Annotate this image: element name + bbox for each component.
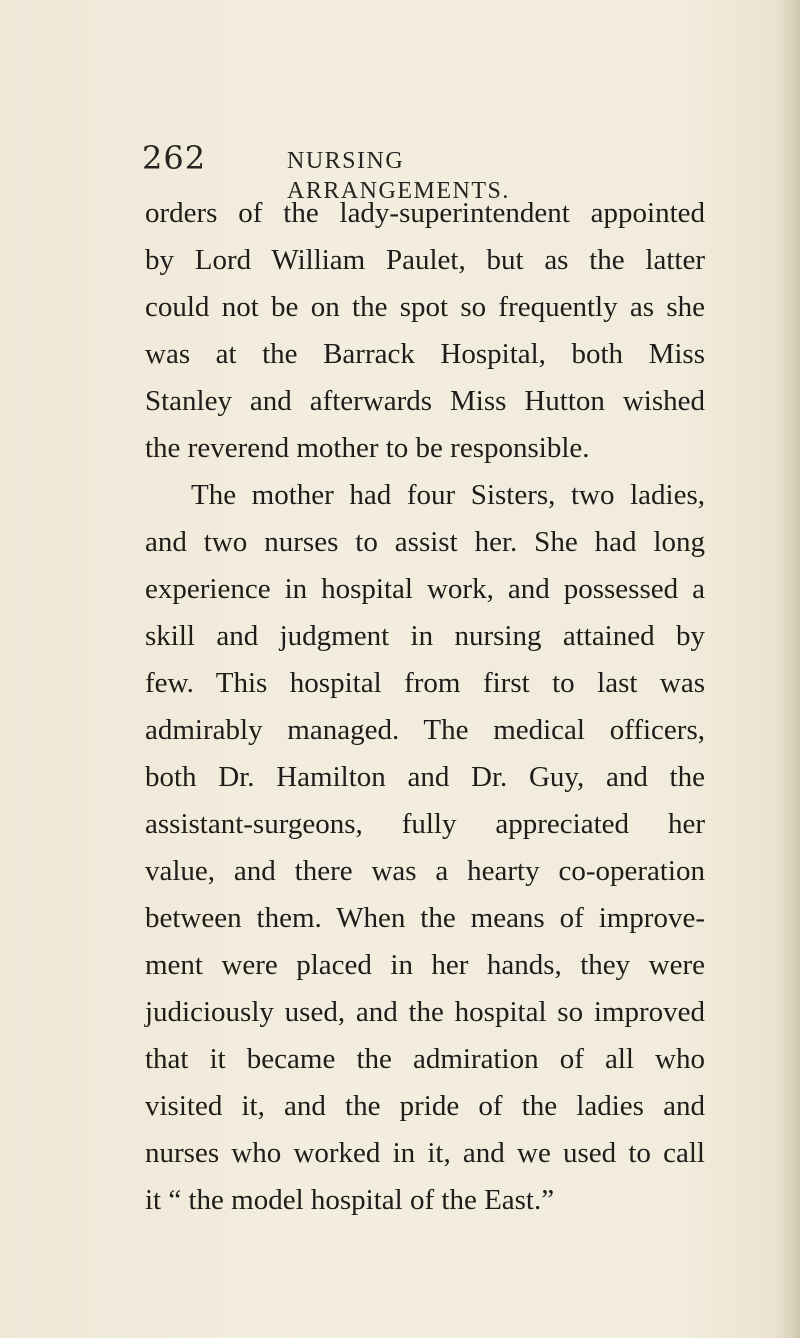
text-line: Stanley and afterwards Miss Hutton wished [145, 385, 705, 417]
page-number: 262 [142, 139, 207, 177]
page-edge-shadow [774, 0, 800, 1338]
paragraph-end-line: it “ the model hospital of the East.” [145, 1184, 555, 1216]
text-line: by Lord William Paulet, but as the latter [145, 244, 705, 276]
text-line: could not be on the spot so frequently as she [145, 291, 705, 323]
text-line: few. This hospital from first to last was [145, 667, 705, 699]
text-line: was at the Barrack Hospital, both Miss [145, 338, 705, 370]
text-line: judiciously used, and the hospital so improved [145, 996, 705, 1028]
text-line: nurses who worked in it, and we used to call [145, 1137, 705, 1169]
text-line: that it became the admiration of all who [145, 1043, 705, 1075]
text-line: ment were placed in her hands, they were [145, 949, 705, 981]
text-line: both Dr. Hamilton and Dr. Guy, and the [145, 761, 705, 793]
text-line: skill and judgment in nursing attained by [145, 620, 705, 652]
text-line: experience in hospital work, and possessed a [145, 573, 705, 605]
text-line: admirably managed. The medical officers, [145, 714, 705, 746]
paragraph-start-line: The mother had four Sisters, two ladies, [191, 479, 705, 511]
text-line: assistant-surgeons, fully appreciated her [145, 808, 705, 840]
text-line: orders of the lady-superintendent appointed [145, 197, 705, 229]
paragraph-end-line: the reverend mother to be responsible. [145, 432, 590, 464]
running-head: NURSING ARRANGEMENTS. [287, 148, 510, 204]
text-line: value, and there was a hearty co-operation [145, 855, 705, 887]
text-line: between them. When the means of improve- [145, 902, 705, 934]
text-line: and two nurses to assist her. She had long [145, 526, 705, 558]
page-header [142, 138, 612, 204]
body-text [145, 190, 705, 1224]
text-line: visited it, and the pride of the ladies and [145, 1090, 705, 1122]
